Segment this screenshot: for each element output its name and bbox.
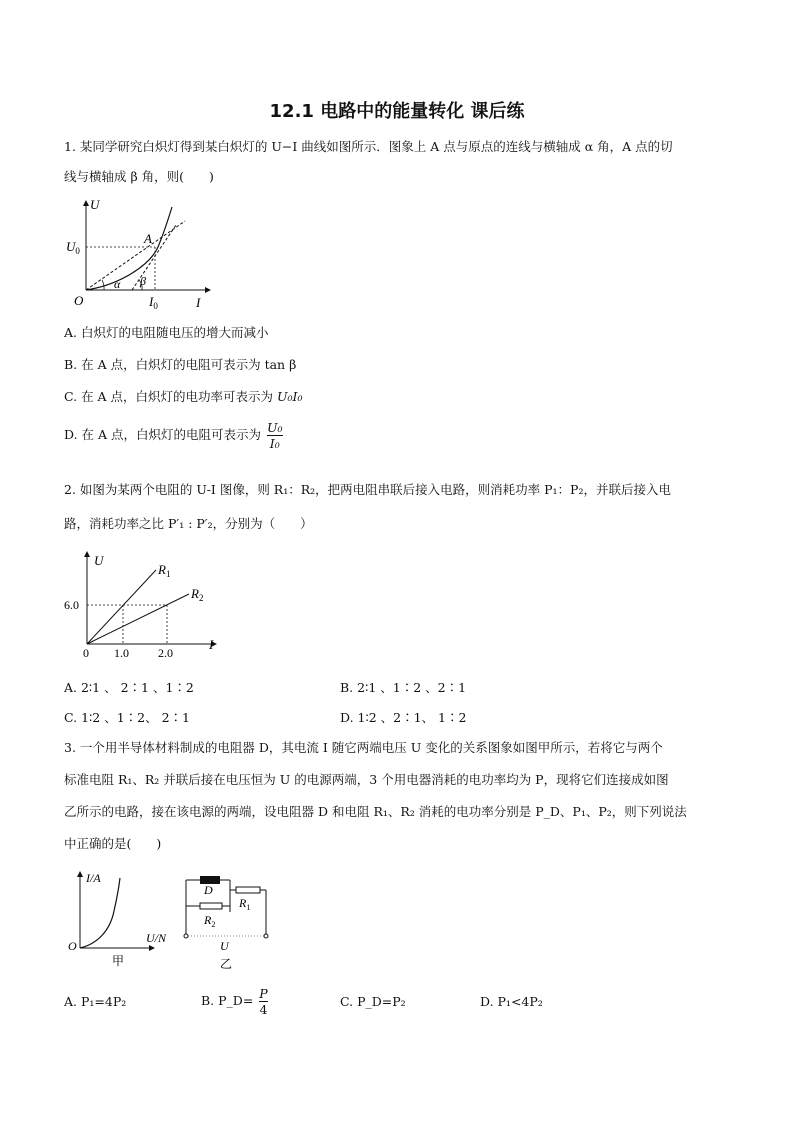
q3-label-u: U	[220, 939, 229, 953]
q3-label-u: U/N	[146, 931, 167, 945]
q3-stem-line4: 中正确的是( )	[64, 836, 162, 851]
q2-option-b: B. 2∶1 、1∶2 、2∶1	[340, 680, 467, 695]
q2-option-d: D. 1∶2 、2∶1、 1∶2	[340, 710, 467, 725]
q1-stem-line1: 1. 某同学研究白炽灯得到某白炽灯的 U−I 曲线如图所示．图象上 A 点与原点的连线与横轴成 α 角，A 点的切	[64, 139, 673, 154]
q3-label-r2: $R_2$	[204, 913, 216, 929]
q1-option-d: D. 在 A 点，白炽灯的电阻可表示为 $\frac{\text{U₀}}{\text{I₀}}$	[64, 420, 283, 451]
q2-label-r2: $R_2$	[191, 586, 204, 603]
q3-option-a: A. P₁=4P₂	[64, 994, 127, 1009]
q1-label-beta: β	[140, 274, 146, 288]
q1-option-c: C. 在 A 点，白炽灯的电功率可表示为 U₀I₀	[64, 389, 303, 404]
q3-stem-line1: 3. 一个用半导体材料制成的电阻器 D，其电流 I 随它两端电压 U 变化的关系图象如图甲所示，若将它与两个	[64, 740, 663, 755]
q3-resistor-r1	[236, 887, 260, 893]
q2-label-origin: 0	[83, 646, 89, 660]
q1-curve	[86, 207, 172, 290]
q2-tick-x1: 1.0	[114, 646, 129, 660]
q1-option-b: B. 在 A 点，白炽灯的电阻可表示为 tan β	[64, 357, 297, 372]
q1-label-u: U	[90, 197, 100, 212]
q3-option-c: C. P_D=P₂	[340, 994, 406, 1009]
q1-stem-line2: 线与横轴成 β 角，则( )	[64, 169, 214, 184]
q3-option-d: D. P₁<4P₂	[480, 994, 543, 1009]
q3-caption-jia: 甲	[112, 954, 125, 968]
q1-option-a: A. 白炽灯的电阻随电压的增大而减小	[64, 325, 269, 340]
q3-option-b: B. P_D= $\frac{P}{4}$	[201, 986, 268, 1017]
q1-label-alpha: α	[114, 277, 121, 291]
q3-label-o: O	[68, 939, 77, 953]
q2-option-a: A. 2∶1 、 2∶1 、1∶2	[64, 680, 194, 695]
q1-tangent-line	[132, 225, 176, 290]
q1-label-u0: $U_0$	[66, 239, 80, 256]
q3-curve	[80, 878, 120, 948]
q1-alpha-arc	[102, 280, 104, 290]
q3-option-b-fraction: $\frac{P}{4}$	[259, 986, 268, 1017]
q2-line-r2	[87, 594, 189, 644]
q2-line-r1	[87, 570, 156, 644]
q1-chord-line	[86, 221, 185, 290]
q1-ui-graph	[60, 195, 220, 315]
q3-caption-yi: 乙	[220, 957, 233, 971]
q2-stem-line2: 路，消耗功率之比 P′₁ : P′₂，分别为（ ）	[64, 516, 313, 531]
q3-stem-line3: 乙所示的电路，接在该电源的两端，设电阻器 D 和电阻 R₁、R₂ 消耗的电功率分别是 P_D、P₁、P₂，则下列说法	[64, 804, 687, 819]
q3-graph-jia	[62, 866, 172, 970]
q2-stem-line1: 2. 如图为某两个电阻的 U-I 图像，则 R₁：R₂，把两电阻串联后接入电路，则消耗功率 P₁：P₂，并联后接入电	[64, 482, 671, 497]
q2-label-r1: $R_1$	[158, 562, 171, 579]
q2-tick-y: 6.0	[64, 598, 79, 612]
q3-label-i: I/A	[86, 871, 101, 885]
page-title: 12.1 电路中的能量转化 课后练	[269, 101, 525, 122]
q1-label-i0: $I_0$	[149, 294, 158, 311]
q3-label-r1: $R_1$	[239, 896, 251, 912]
q2-tick-x2: 2.0	[158, 646, 173, 660]
q3-terminal-right	[264, 934, 268, 938]
q1-label-i: I	[196, 295, 201, 310]
q1-label-a: A	[144, 231, 152, 246]
q2-ui-graph	[58, 548, 228, 662]
q3-stem-line2: 标准电阻 R₁、R₂ 并联后接在电压恒为 U 的电源两端，3 个用电器消耗的电功率均为 P，现将它们连接成如图	[64, 772, 669, 787]
q1-label-o: O	[74, 293, 84, 308]
q3-terminal-left	[184, 934, 188, 938]
q3-circuit-yi	[178, 868, 278, 974]
q3-resistor-r2	[200, 903, 222, 909]
q2-label-i: I	[209, 637, 214, 652]
q1-option-d-fraction: $\frac{\text{U₀}}{\text{I₀}}$	[266, 420, 283, 451]
q3-label-d: D	[204, 883, 213, 897]
q2-option-c: C. 1∶2 、1∶2、 2∶1	[64, 710, 190, 725]
q2-label-u: U	[94, 553, 104, 568]
